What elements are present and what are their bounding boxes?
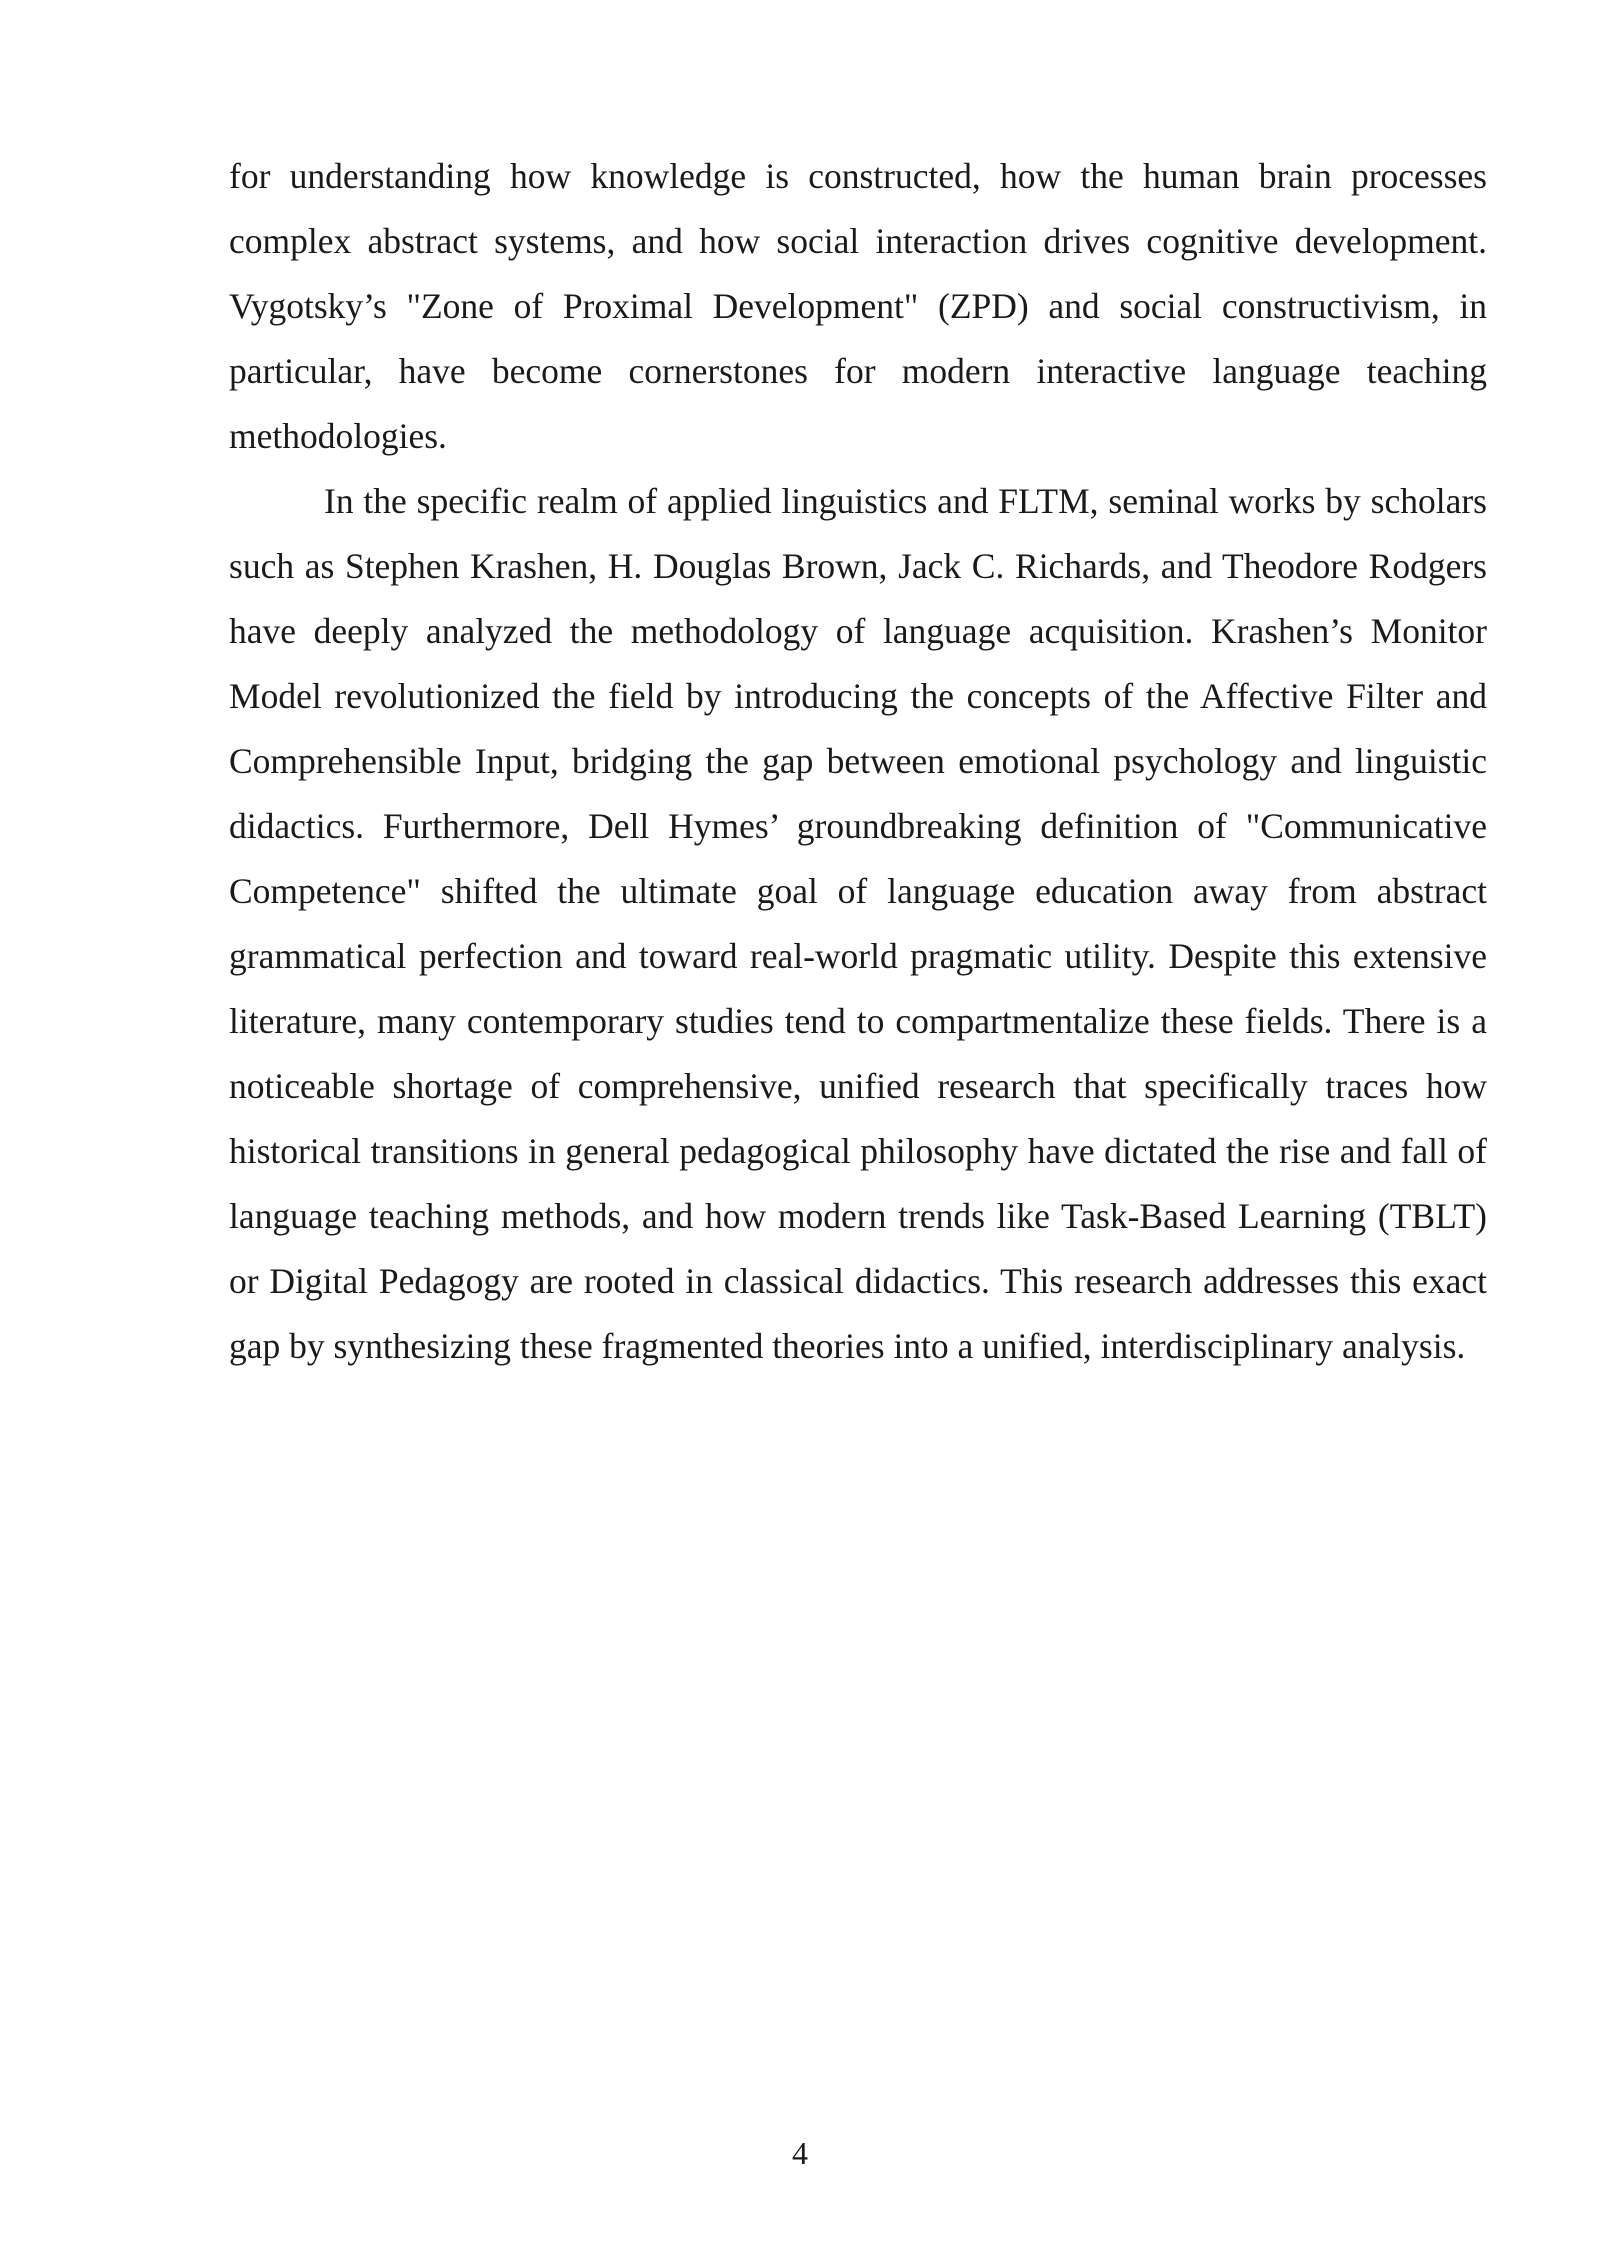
paragraph-continued: for understanding how knowledge is constructed, how the human brain processes complex abstract systems, and how social interaction drives cognitive development. Vygotsky’s "Zone of Proximal Development" (ZPD) and social constructivism, in particular, have become cornerstones for modern interactive language teaching methodologies. [229,156,1487,456]
page-number: 4 [792,2135,808,2171]
body-text [229,144,1487,1379]
paragraph-literature-review: In the specific realm of applied linguistics and FLTM, seminal works by scholars such as Stephen Krashen, H. Douglas Brown, Jack C. Richards, and Theodore Rodgers have deeply analyzed the methodology of language acquisition. Krashen’s Monitor Model revolutionized the field by introducing the concepts of the Affective Filter and Comprehensible Input, bridging the gap between emotional psychology and linguistic didactics. Furthermore, Dell Hymes’ groundbreaking definition of "Communicative Competence" shifted the ultimate goal of language education away from abstract grammatical perfection and toward real-world pragmatic utility. Despite this extensive literature, many contemporary studies tend to compartmentalize these fields. There is a noticeable shortage of comprehensive, unified research that specifically traces how historical transitions in general pedagogical philosophy have dictated the rise and fall of language teaching methods, and how modern trends like Task-Based Learning (TBLT) or Digital Pedagogy are rooted in classical didactics. This research addresses this exact gap by synthesizing these fragmented theories into a unified, interdisciplinary analysis. [229,481,1487,1366]
